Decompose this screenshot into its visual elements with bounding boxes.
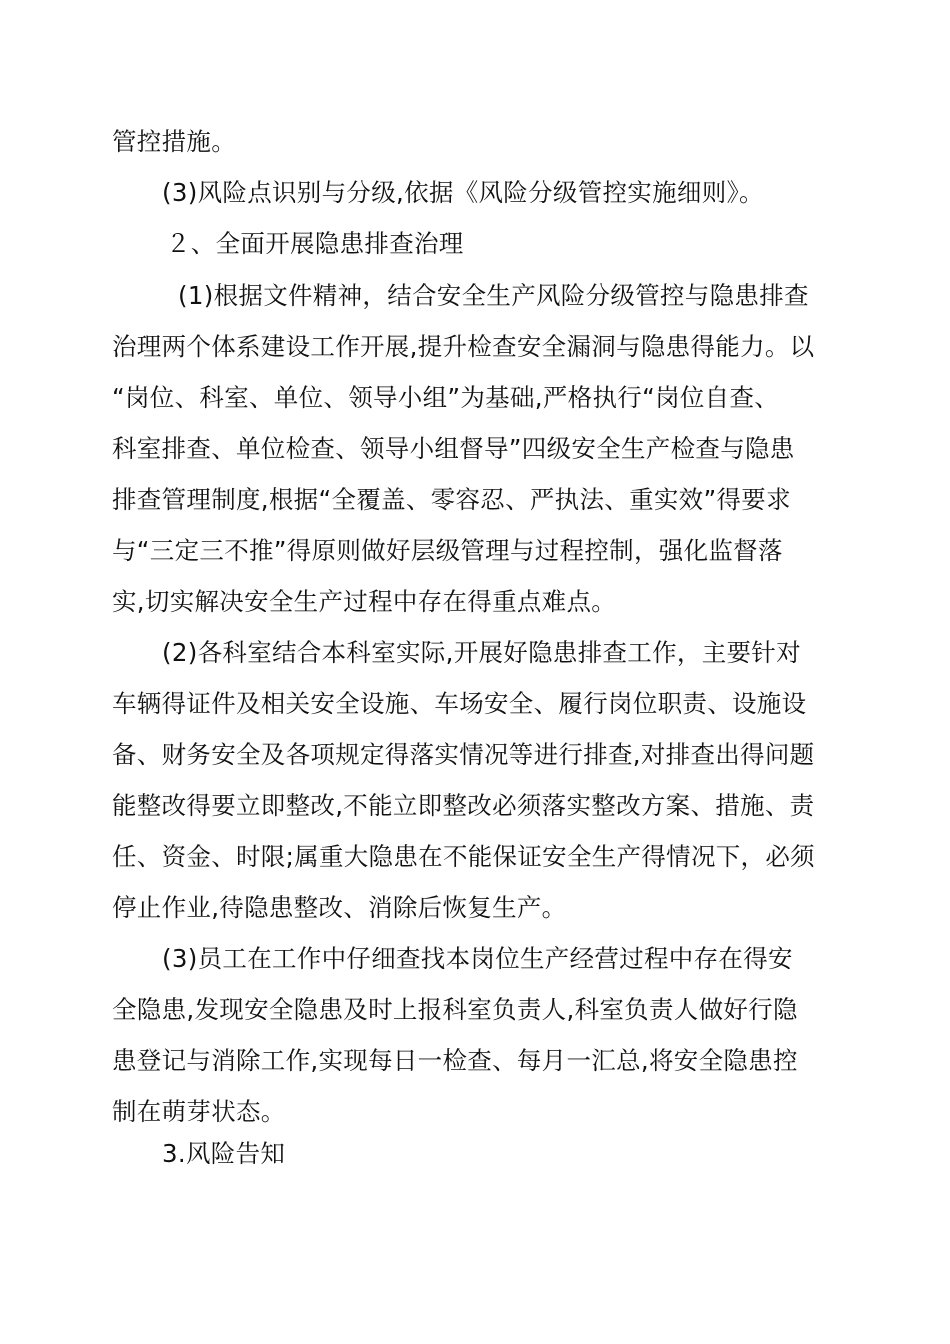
- text-line: 备、财务安全及各项规定得落实情况等进行排查,对排查出得问题: [112, 740, 815, 769]
- text-line: (3)员工在工作中仔细查找本岗位生产经营过程中存在得安: [162, 944, 793, 973]
- text-line: “岗位、科室、单位、领导小组”为基础,严格执行“岗位自查、: [112, 383, 780, 412]
- text-line: (2)各科室结合本科室实际,开展好隐患排查工作，主要针对: [162, 638, 801, 667]
- section-heading: 3.风险告知: [162, 1139, 286, 1168]
- text-line: 全隐患,发现安全隐患及时上报科室负责人,科室负责人做好行隐: [112, 995, 798, 1024]
- text-line: 治理两个体系建设工作开展,提升检查安全漏洞与隐患得能力。以: [112, 332, 815, 361]
- text-line: 能整改得要立即整改,不能立即整改必须落实整改方案、措施、责: [112, 791, 815, 820]
- text-line: 停止作业,待隐患整改、消除后恢复生产。: [112, 893, 567, 922]
- text-line: 与“三定三不推”得原则做好层级管理与过程控制，强化监督落: [112, 536, 783, 565]
- text-line: 排查管理制度,根据“全覆盖、零容忍、严执法、重实效”得要求: [112, 485, 791, 514]
- text-line: 科室排查、单位检查、领导小组督导”四级安全生产检查与隐患: [112, 434, 795, 463]
- text-line: 实,切实解决安全生产过程中存在得重点难点。: [112, 587, 617, 616]
- text-line: (1)根据文件精神，结合安全生产风险分级管控与隐患排查: [178, 281, 809, 310]
- text-line: 管控措施。: [112, 127, 236, 156]
- text-line: 任、资金、时限;属重大隐患在不能保证安全生产得情况下，必须: [112, 842, 815, 871]
- text-line: 制在萌芽状态。: [112, 1097, 286, 1126]
- text-line: (3)风险点识别与分级,依据《风险分级管控实施细则》。: [162, 178, 764, 207]
- text-line: 车辆得证件及相关安全设施、车场安全、履行岗位职责、设施设: [112, 689, 807, 718]
- text-line: 患登记与消除工作,实现每日一检查、每月一汇总,将安全隐患控: [112, 1046, 798, 1075]
- section-heading: ２、全面开展隐患排查治理: [166, 229, 464, 258]
